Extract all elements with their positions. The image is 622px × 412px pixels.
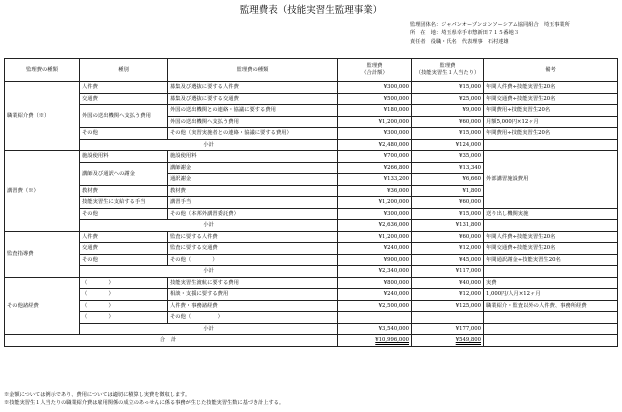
row-item: 外国の送出機関との連絡・協議に要する費用 bbox=[168, 105, 338, 117]
row-kind: その他 bbox=[80, 128, 168, 140]
fee-table bbox=[4, 58, 618, 347]
row-per-trainee: ¥125,000 bbox=[412, 300, 484, 312]
table-row bbox=[5, 289, 618, 301]
row-kind: その他 bbox=[80, 254, 168, 266]
table-row bbox=[5, 105, 618, 117]
table-row bbox=[5, 82, 618, 94]
row-item: 相談・支援に要する費用 bbox=[168, 289, 338, 301]
row-kind: 交通費 bbox=[80, 93, 168, 105]
row-per-trainee bbox=[412, 312, 484, 324]
table-row bbox=[5, 277, 618, 289]
row-kind: 技能実習生に支給する手当 bbox=[80, 197, 168, 209]
row-total: ¥240,000 bbox=[338, 243, 412, 255]
org-representative: 責任者 役職・氏名 代表理事 石村達雄 bbox=[410, 38, 509, 45]
row-item: 募集及び選抜に要する交通費 bbox=[168, 93, 338, 105]
grand-total-row bbox=[5, 335, 618, 347]
section-name: 職業紹介費（※） bbox=[5, 82, 80, 151]
row-item: 講習手当 bbox=[168, 197, 338, 209]
row-item: 教材費 bbox=[168, 185, 338, 197]
row-note: 送り出し機関実施 bbox=[484, 208, 618, 220]
subtotal-row bbox=[5, 266, 618, 278]
subtotal-total: ¥2,480,000 bbox=[338, 139, 412, 151]
row-kind: 人件費 bbox=[80, 82, 168, 94]
org-address: 所 在 地：埼玉県幸手市惣新田７１５番地３ bbox=[410, 30, 519, 37]
row-total: ¥240,000 bbox=[338, 289, 412, 301]
header-kind: 種別 bbox=[80, 59, 168, 82]
row-total: ¥500,000 bbox=[338, 93, 412, 105]
row-per-trainee: ¥45,000 bbox=[412, 254, 484, 266]
row-total: ¥300,000 bbox=[338, 128, 412, 140]
row-item: 外国の送出機関へ支払う費用 bbox=[168, 116, 338, 128]
header-category: 監理費の種類 bbox=[5, 59, 80, 82]
section-name: 監査指導費 bbox=[5, 231, 80, 277]
row-note: 職業紹介・監査以外の人件費、事務所経費 bbox=[484, 300, 618, 312]
row-total: ¥133,200 bbox=[338, 174, 412, 186]
footnote: ※技能実習生１人当たりの職業紹介費は雇用関係の成立のあっせんに係る事務が生じた技能実習生数に基づき計上する。 bbox=[4, 400, 285, 406]
subtotal-note bbox=[484, 323, 618, 335]
row-kind: 人件費 bbox=[80, 231, 168, 243]
subtotal-label: 小計 bbox=[80, 323, 338, 335]
subtotal-label: 小計 bbox=[80, 266, 338, 278]
row-total: ¥1,200,000 bbox=[338, 231, 412, 243]
page-title: 監理費表（技能実習生監理事業） bbox=[239, 5, 383, 16]
row-total: ¥300,000 bbox=[338, 208, 412, 220]
row-note: 1,000円/人月×12ヶ月 bbox=[484, 289, 618, 301]
row-item: 監査に要する交通費 bbox=[168, 243, 338, 255]
table-row bbox=[5, 254, 618, 266]
row-per-trainee: ¥60,000 bbox=[412, 197, 484, 209]
table-row bbox=[5, 151, 618, 163]
table-row bbox=[5, 231, 618, 243]
row-total: ¥700,000 bbox=[338, 151, 412, 163]
row-kind: 教材費 bbox=[80, 185, 168, 197]
header-note: 備考 bbox=[484, 59, 618, 82]
row-total: ¥180,000 bbox=[338, 105, 412, 117]
subtotal-per-trainee: ¥131,800 bbox=[412, 220, 484, 232]
table-row bbox=[5, 128, 618, 140]
row-per-trainee: ¥15,000 bbox=[412, 128, 484, 140]
row-note: 月額5,000円×12ヶ月 bbox=[484, 116, 618, 128]
row-item: その他（実習実施者との連絡・協議に要する費用） bbox=[168, 128, 338, 140]
subtotal-row bbox=[5, 139, 618, 151]
subtotal-total: ¥2,636,000 bbox=[338, 220, 412, 232]
row-note: 年間人件費÷技能実習生20名 bbox=[484, 231, 618, 243]
footnotes bbox=[4, 391, 618, 407]
org-name: 監理団体名：ジャパンオープンコンソーシアム協同組合 埼玉事業所 bbox=[410, 22, 570, 28]
row-total: ¥266,800 bbox=[338, 162, 412, 174]
row-kind: 外国の送出機関へ支払う費用 bbox=[80, 105, 168, 128]
row-note: 年間費用÷技能実習生20名 bbox=[484, 128, 618, 140]
subtotal-row bbox=[5, 323, 618, 335]
row-total: ¥800,000 bbox=[338, 277, 412, 289]
row-total: ¥36,000 bbox=[338, 185, 412, 197]
row-item: その他（ ） bbox=[168, 312, 338, 324]
row-kind: （ ） bbox=[80, 312, 168, 324]
row-total bbox=[338, 312, 412, 324]
row-kind: （ ） bbox=[80, 277, 168, 289]
header-item: 監理費の種類 bbox=[168, 59, 338, 82]
grand-total-amount: ¥10,996,000 bbox=[338, 335, 412, 347]
row-per-trainee: ¥60,000 bbox=[412, 116, 484, 128]
row-item: 施設使用料 bbox=[168, 151, 338, 163]
subtotal-per-trainee: ¥177,000 bbox=[412, 323, 484, 335]
subtotal-note bbox=[484, 220, 618, 232]
row-kind: （ ） bbox=[80, 300, 168, 312]
row-total: ¥2,500,000 bbox=[338, 300, 412, 312]
row-per-trainee: ¥12,000 bbox=[412, 289, 484, 301]
section-name: その他諸経費 bbox=[5, 277, 80, 335]
table-row bbox=[5, 300, 618, 312]
header-per-trainee: 監理費 （技能実習生１人当たり） bbox=[412, 59, 484, 82]
organization-info bbox=[410, 21, 618, 46]
table-row bbox=[5, 208, 618, 220]
row-per-trainee: ¥9,000 bbox=[412, 105, 484, 117]
row-note: 年間交通費÷技能実習生20名 bbox=[484, 93, 618, 105]
subtotal-row bbox=[5, 220, 618, 232]
row-per-trainee: ¥12,000 bbox=[412, 243, 484, 255]
grand-total-note bbox=[484, 335, 618, 347]
table-header-row bbox=[5, 59, 618, 82]
row-note: 年間費用÷技能実習生20名 bbox=[484, 105, 618, 117]
table-row bbox=[5, 243, 618, 255]
row-total: ¥1,200,000 bbox=[338, 197, 412, 209]
row-kind: その他 bbox=[80, 208, 168, 220]
row-note: 年間人件費÷技能実習生20名 bbox=[484, 82, 618, 94]
row-item: その他（ ） bbox=[168, 254, 338, 266]
row-kind: （ ） bbox=[80, 289, 168, 301]
row-item: 講師謝金 bbox=[168, 162, 338, 174]
row-item: 技能実習生渡航に要する費用 bbox=[168, 277, 338, 289]
header-total: 監理費 （合計額） bbox=[338, 59, 412, 82]
row-item: 募集及び選抜に要する人件費 bbox=[168, 82, 338, 94]
row-note: 外部講習施設費用 bbox=[484, 151, 618, 209]
subtotal-per-trainee: ¥124,000 bbox=[412, 139, 484, 151]
section-name: 講習費（※） bbox=[5, 151, 80, 232]
row-per-trainee: ¥1,800 bbox=[412, 185, 484, 197]
footnote: ※金額については例示であり、費用については適切に積算し実費を徴収します。 bbox=[4, 392, 191, 398]
row-total: ¥300,000 bbox=[338, 82, 412, 94]
row-item: 人件費・事務諸経費 bbox=[168, 300, 338, 312]
subtotal-total: ¥3,540,000 bbox=[338, 323, 412, 335]
row-per-trainee: ¥15,000 bbox=[412, 208, 484, 220]
row-note: 実費 bbox=[484, 277, 618, 289]
grand-total-per-trainee: ¥549,800 bbox=[412, 335, 484, 347]
row-note: 年間通訳謝金÷技能実習生20名 bbox=[484, 254, 618, 266]
row-per-trainee: ¥13,340 bbox=[412, 162, 484, 174]
row-item: その他（本邦外講習委託費） bbox=[168, 208, 338, 220]
row-per-trainee: ¥35,000 bbox=[412, 151, 484, 163]
row-per-trainee: ¥40,000 bbox=[412, 277, 484, 289]
subtotal-note bbox=[484, 139, 618, 151]
row-per-trainee: ¥15,000 bbox=[412, 82, 484, 94]
row-per-trainee: ¥6,660 bbox=[412, 174, 484, 186]
row-item: 監査に要する人件費 bbox=[168, 231, 338, 243]
row-kind: 講師及び通訳への謝金 bbox=[80, 162, 168, 185]
subtotal-label: 小計 bbox=[80, 220, 338, 232]
row-total: ¥1,200,000 bbox=[338, 116, 412, 128]
subtotal-note bbox=[484, 266, 618, 278]
table-row bbox=[5, 312, 618, 324]
table-row bbox=[5, 93, 618, 105]
subtotal-label: 小計 bbox=[80, 139, 338, 151]
subtotal-per-trainee: ¥117,000 bbox=[412, 266, 484, 278]
row-note: 年間交通費÷技能実習生20名 bbox=[484, 243, 618, 255]
row-kind: 交通費 bbox=[80, 243, 168, 255]
row-total: ¥900,000 bbox=[338, 254, 412, 266]
grand-total-label: 合計 bbox=[5, 335, 338, 347]
row-item: 通訳謝金 bbox=[168, 174, 338, 186]
row-kind: 施設使用料 bbox=[80, 151, 168, 163]
subtotal-total: ¥2,340,000 bbox=[338, 266, 412, 278]
row-note bbox=[484, 312, 618, 324]
row-per-trainee: ¥60,000 bbox=[412, 231, 484, 243]
row-per-trainee: ¥25,000 bbox=[412, 93, 484, 105]
